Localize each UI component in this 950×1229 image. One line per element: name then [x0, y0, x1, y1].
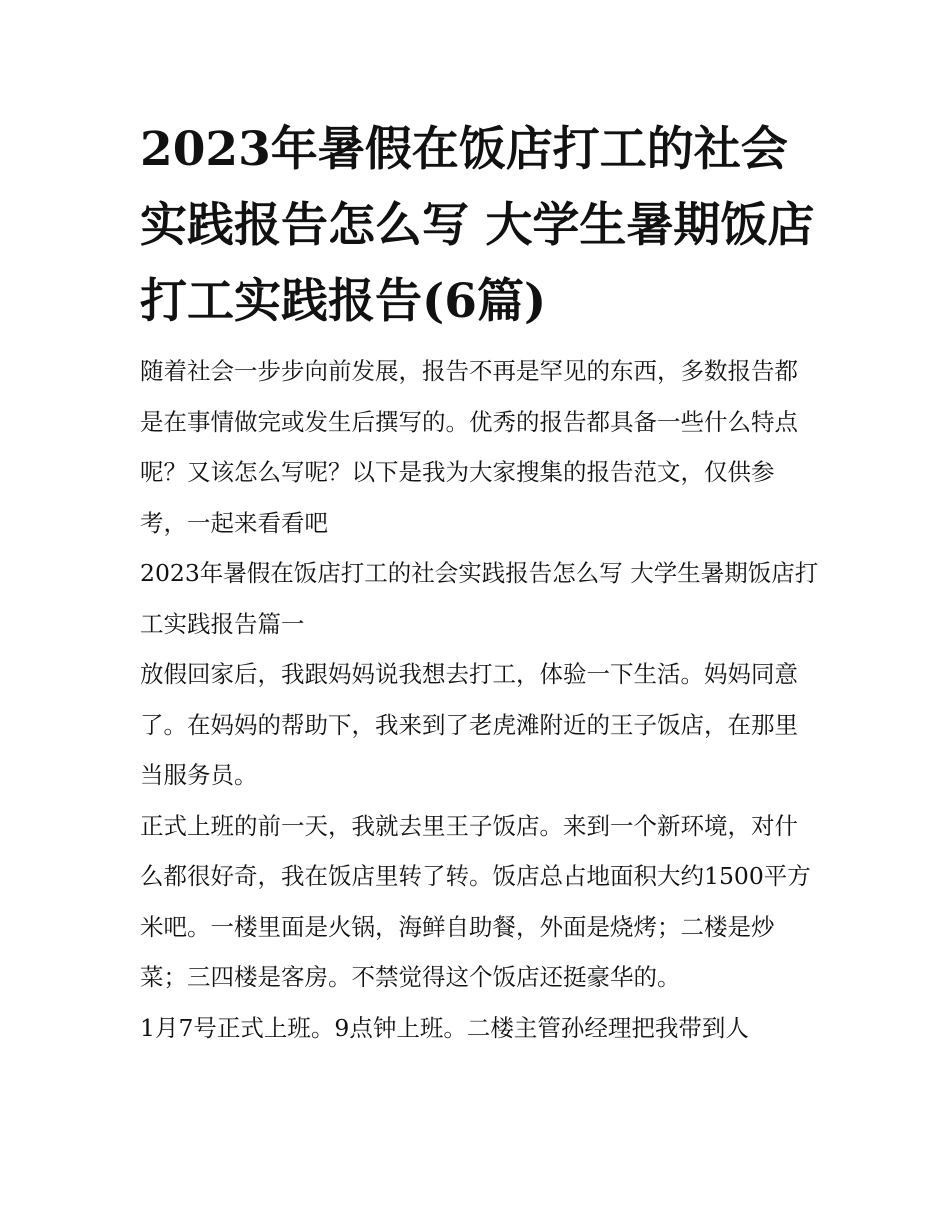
- document-page: [140, 112, 820, 1053]
- paragraph-1: 放假回家后，我跟妈妈说我想去打工，体验一下生活。妈妈同意了。在妈妈的帮助下，我来到了老虎滩附近的王子饭店，在那里当服务员。: [140, 660, 798, 789]
- section-heading: 2023年暑假在饭店打工的社会实践报告怎么写 大学生暑期饭店打工实践报告篇一: [140, 559, 819, 638]
- document-title: 2023年暑假在饭店打工的社会实践报告怎么写 大学生暑期饭店打工实践报告(6篇): [140, 122, 815, 329]
- paragraph-intro: 随着社会一步步向前发展，报告不再是罕见的东西，多数报告都是在事情做完或发生后撰写的。优秀的报告都具备一些什么特点呢？又该怎么写呢？以下是我为大家搜集的报告范文，仅供参考，一起来看看吧: [140, 357, 798, 537]
- paragraph-3: 1月7号正式上班。9点钟上班。二楼主管孙经理把我带到人: [140, 1013, 749, 1042]
- paragraph-2: 正式上班的前一天，我就去里王子饭店。来到一个新环境，对什么都很好奇，我在饭店里转了转。饭店总占地面积大约1500平方米吧。一楼里面是火锅，海鲜自助餐，外面是烧烤；二楼是炒菜；三四楼是客房。不禁觉得这个饭店还挺豪华的。: [140, 811, 811, 991]
